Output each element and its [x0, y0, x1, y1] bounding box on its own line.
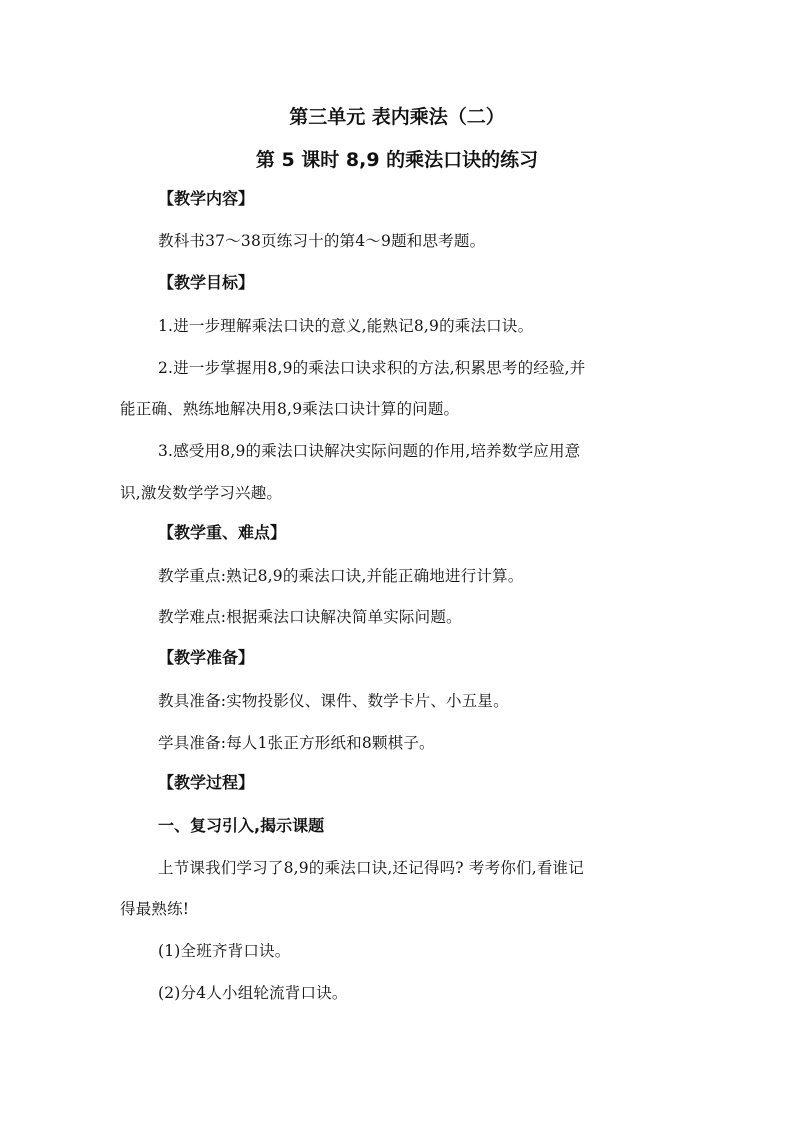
section-heading-key-points: 【教学重、难点】: [158, 523, 287, 542]
goal-3-line-1: 3.感受用8,9的乘法口诀解决实际问题的作用,培养数学应用意: [158, 442, 581, 460]
section-heading-content: 【教学内容】: [158, 189, 255, 208]
goal-2-line-1: 2.进一步掌握用8,9的乘法口诀求积的方法,积累思考的经验,并: [158, 359, 586, 377]
section-heading-process: 【教学过程】: [158, 773, 255, 792]
goal-2-line-2: 能正确、熟练地解决用8,9乘法口诀计算的问题。: [120, 400, 460, 418]
section-heading-goals: 【教学目标】: [158, 273, 255, 292]
key-point: 教学重点:熟记8,9的乘法口诀,并能正确地进行计算。: [158, 567, 524, 585]
lesson-title: 第 5 课时 8,9 的乘法口诀的练习: [255, 149, 539, 171]
goal-1: 1.进一步理解乘法口诀的意义,能熟记8,9的乘法口诀。: [158, 317, 534, 335]
student-preparation: 学具准备:每人1张正方形纸和8颗棋子。: [158, 734, 435, 752]
content-text: 教科书37～38页练习十的第4～9题和思考题。: [158, 232, 486, 250]
goal-3-line-2: 识,激发数学学习兴趣。: [120, 484, 283, 502]
step-1-heading: 一、复习引入,揭示课题: [158, 816, 325, 835]
step-1-item-1: (1)全班齐背口诀。: [158, 942, 291, 960]
step-1-item-2: (2)分4人小组轮流背口诀。: [158, 984, 348, 1002]
teacher-preparation: 教具准备:实物投影仪、课件、数学卡片、小五星。: [158, 692, 509, 710]
unit-title: 第三单元 表内乘法（二）: [289, 106, 505, 128]
step-1-line-2: 得最熟练!: [120, 900, 190, 918]
section-heading-preparation: 【教学准备】: [158, 648, 255, 667]
step-1-line-1: 上节课我们学习了8,9的乘法口诀,还记得吗? 考考你们,看谁记: [158, 859, 584, 877]
difficult-point: 教学难点:根据乘法口诀解决简单实际问题。: [158, 608, 462, 626]
